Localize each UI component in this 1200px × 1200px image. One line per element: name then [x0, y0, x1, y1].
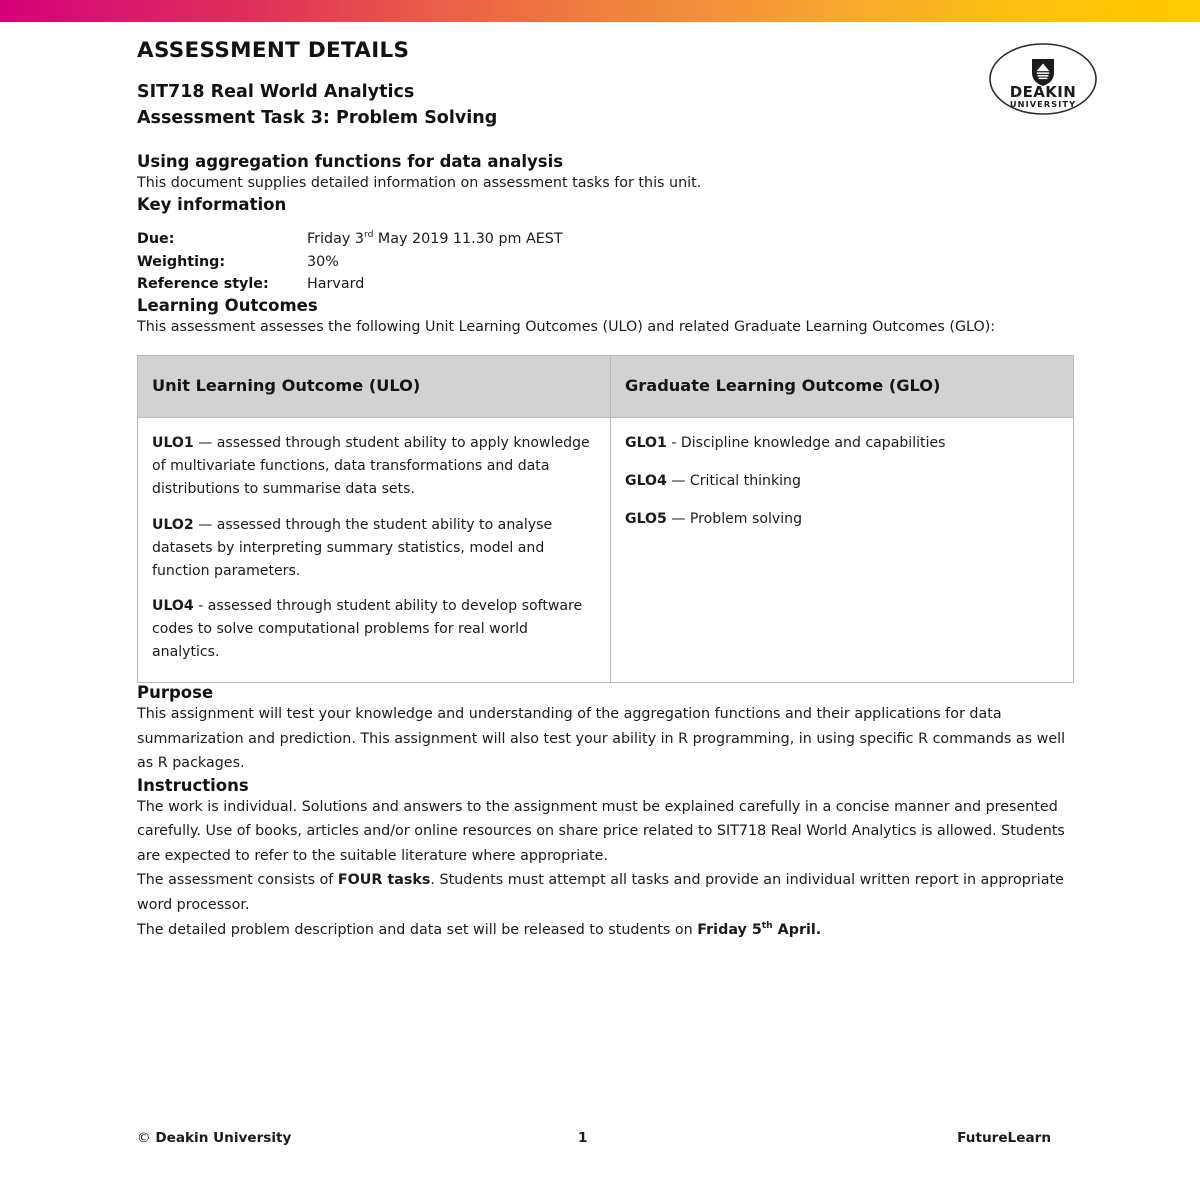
ulo-cell — [138, 418, 611, 682]
instructions-p2-pre: The assessment consists of — [137, 872, 338, 889]
footer-copyright — [137, 1130, 291, 1146]
copyright-icon: © — [137, 1130, 151, 1146]
weighting-label: Weighting: — [137, 253, 226, 270]
ulo4-code: ULO4 — [152, 598, 194, 615]
release-date-post: April. — [772, 921, 822, 938]
assessment-topic: Using aggregation functions for data analysis — [137, 151, 564, 171]
release-date-ordinal: th — [761, 920, 773, 931]
key-info-row-reference-style — [137, 273, 1073, 296]
assessment-task-name: Assessment Task 3: Problem Solving — [137, 107, 498, 128]
learning-outcomes-heading: Learning Outcomes — [137, 295, 318, 315]
glo5-code: GLO5 — [625, 511, 667, 528]
instructions-paragraph-3 — [137, 918, 1087, 943]
list-item — [152, 514, 594, 582]
ulo2-text: — assessed through the student ability to analyse datasets by interpreting summary statistics, model and function parameters. — [152, 516, 553, 579]
weighting-value: 30% — [307, 253, 339, 270]
due-label: Due: — [137, 231, 175, 248]
key-information-list — [137, 228, 1073, 296]
document-content — [137, 22, 1073, 942]
column-header-glo: Graduate Learning Outcome (GLO) — [611, 356, 1074, 418]
table-row — [138, 418, 1074, 682]
logo-text-deakin: DEAKIN — [1009, 83, 1077, 101]
reference-style-label: Reference style: — [137, 276, 269, 293]
reference-style-value: Harvard — [307, 276, 365, 293]
due-value-ordinal: rd — [363, 230, 374, 241]
release-date — [697, 922, 821, 938]
list-item — [152, 595, 594, 663]
instructions-p3-pre: The detailed problem description and data set will be released to students on — [137, 921, 698, 938]
logo-text-university: UNIVERSITY — [1009, 99, 1077, 109]
footer-copyright-text: Deakin University — [155, 1130, 292, 1146]
purpose-paragraph: This assignment will test your knowledge and understanding of the aggregation functions and their applications for data summarization and prediction. This assignment will also test your ability in R programming, in using specific R commands as well as R packages. — [137, 705, 1066, 772]
top-gradient-banner — [0, 0, 1200, 22]
key-info-row-due — [137, 228, 1073, 251]
ulo4-text: - assessed through student ability to develop software codes to solve computational problems for real world analytics. — [152, 598, 583, 661]
instructions-heading: Instructions — [137, 775, 249, 795]
instructions-paragraph-2 — [137, 868, 1087, 917]
due-value — [307, 228, 563, 251]
list-item — [625, 432, 1057, 455]
glo4-text: — Critical thinking — [666, 473, 801, 490]
ulo2-code: ULO2 — [152, 516, 194, 533]
ulo1-text: — assessed through student ability to apply knowledge of multivariate functions, data transformations and data distributions to summarise data sets. — [152, 435, 590, 498]
document-page — [0, 22, 1200, 1200]
instructions-p2-post: . Students must attempt all tasks and provide an individual written report in appropriate word processor. — [137, 872, 1064, 913]
learning-outcomes-table — [137, 355, 1074, 682]
glo1-code: GLO1 — [625, 435, 667, 452]
glo4-code: GLO4 — [625, 473, 667, 490]
list-item — [152, 432, 594, 500]
release-date-pre: Friday 5 — [697, 921, 762, 938]
column-header-ulo: Unit Learning Outcome (ULO) — [138, 356, 611, 418]
page-title: ASSESSMENT DETAILS — [137, 38, 410, 63]
learning-outcomes-intro: This assessment assesses the following Unit Learning Outcomes (ULO) and related Graduate Learning Outcomes (GLO): — [137, 318, 996, 335]
list-item — [625, 470, 1057, 493]
instructions-p2-emphasis: FOUR tasks — [337, 872, 431, 889]
footer-page-number: 1 — [578, 1130, 588, 1146]
glo-cell — [611, 418, 1074, 682]
due-value-pre: Friday 3 — [307, 231, 364, 248]
key-info-row-weighting — [137, 251, 1073, 274]
unit-name: SIT718 Real World Analytics — [137, 81, 415, 102]
key-information-heading: Key information — [137, 195, 287, 215]
purpose-heading: Purpose — [137, 682, 214, 702]
glo5-text: — Problem solving — [666, 511, 803, 528]
due-value-post: May 2019 11.30 pm AEST — [373, 231, 563, 248]
glo1-text: - Discipline knowledge and capabilities — [666, 435, 946, 452]
footer-brand: FutureLearn — [957, 1130, 1051, 1146]
list-item — [625, 508, 1057, 531]
instructions-paragraph-1: The work is individual. Solutions and answers to the assignment must be explained carefully in a concise manner and presented carefully. Use of books, articles and/or online resources on share price related to SIT718 Real World Analytics is allowed. Students are expected to refer to the suitable literature where appropriate. — [137, 798, 1065, 864]
ulo1-code: ULO1 — [152, 435, 194, 452]
table-header-row — [138, 356, 1074, 418]
intro-paragraph: This document supplies detailed information on assessment tasks for this unit. — [137, 174, 702, 191]
